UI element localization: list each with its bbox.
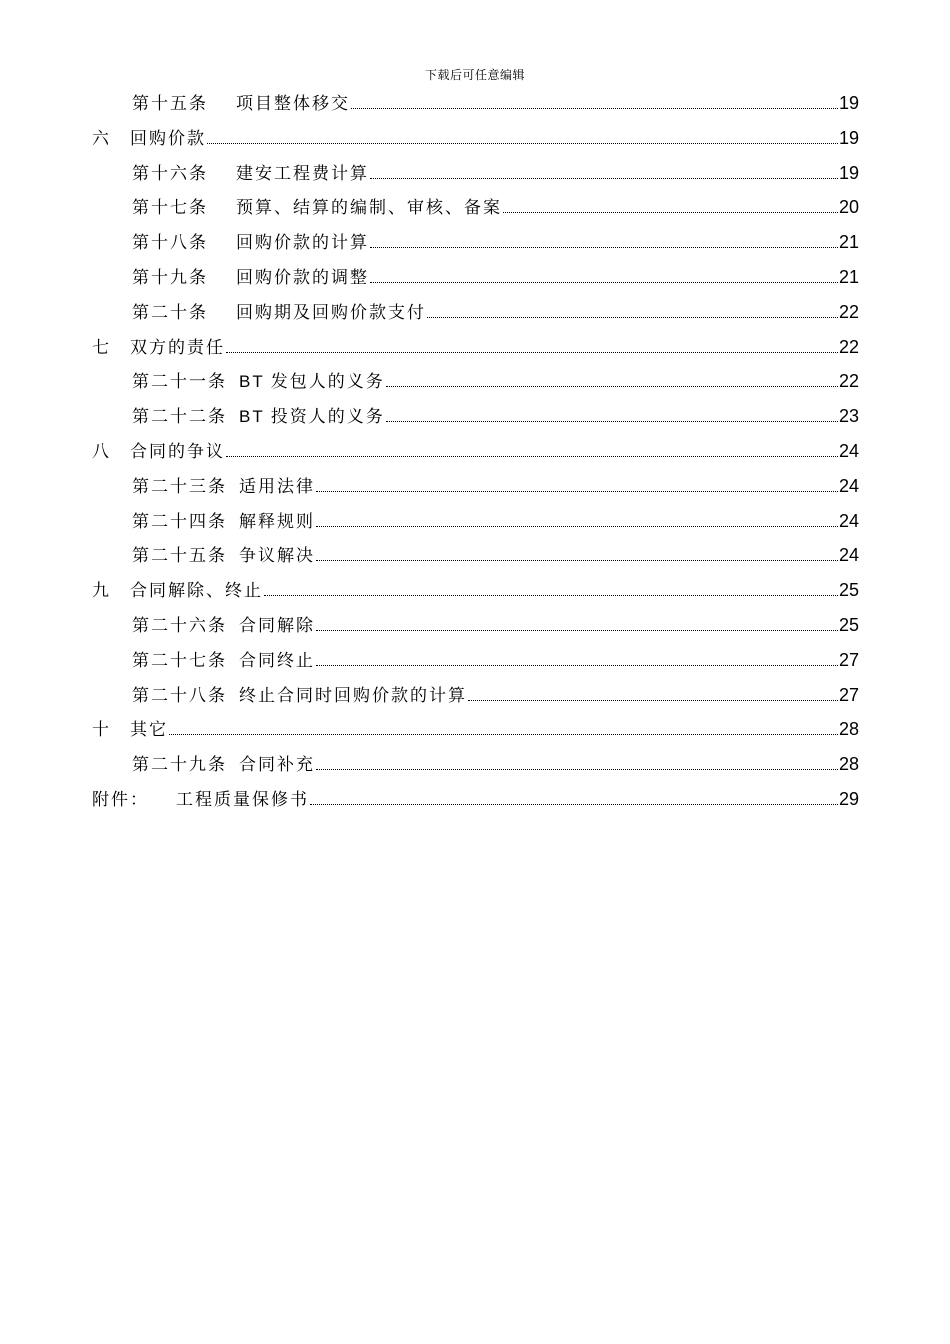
toc-entry-attachment[interactable] <box>92 785 859 820</box>
toc-entry-number: 第二十六条 <box>132 615 227 636</box>
toc-leader-dots <box>427 316 838 318</box>
toc-entry-number: 第十七条 <box>132 198 208 219</box>
toc-entry-article-21[interactable] <box>92 367 859 402</box>
toc-entry-number: 第二十五条 <box>132 546 227 567</box>
toc-entry-title: 合同解除、终止 <box>130 581 263 602</box>
toc-entry-page: 21 <box>838 232 859 253</box>
toc-entry-number: 第二十二条 <box>132 407 227 428</box>
toc-entry-page: 20 <box>838 197 859 218</box>
toc-entry-title: 其它 <box>130 720 168 741</box>
toc-entry-title: 工程质量保修书 <box>176 789 309 810</box>
toc-entry-title: 终止合同时回购价款的计算 <box>239 685 467 706</box>
toc-entry-chapter-6[interactable] <box>92 124 859 159</box>
toc-leader-dots <box>386 420 838 422</box>
toc-entry-number: 六 <box>92 128 111 149</box>
toc-leader-dots <box>503 211 838 213</box>
toc-entry-page: 22 <box>838 301 859 322</box>
toc-entry-title: 解释规则 <box>239 511 315 532</box>
toc-entry-page: 19 <box>838 127 859 148</box>
toc-entry-article-27[interactable] <box>92 646 859 681</box>
toc-leader-dots <box>264 594 838 596</box>
toc-entry-title: 争议解决 <box>239 546 315 567</box>
toc-entry-title: 合同的争议 <box>130 441 225 462</box>
toc-entry-title: 合同解除 <box>239 615 315 636</box>
toc-entry-chapter-8[interactable] <box>92 437 859 472</box>
toc-leader-dots <box>370 177 838 179</box>
toc-entry-number: 第二十八条 <box>132 685 227 706</box>
toc-entry-page: 25 <box>838 614 859 635</box>
toc-entry-number: 七 <box>92 337 111 358</box>
toc-entry-article-29[interactable] <box>92 750 859 785</box>
toc-entry-number: 第十六条 <box>132 163 208 184</box>
toc-leader-dots <box>386 385 838 387</box>
toc-entry-page: 27 <box>838 684 859 705</box>
toc-entry-page: 24 <box>838 440 859 461</box>
toc-entry-chapter-7[interactable] <box>92 333 859 368</box>
toc-entry-page: 24 <box>838 510 859 531</box>
toc-entry-title: 发包人的义务 <box>270 372 385 393</box>
toc-entry-page: 29 <box>838 788 859 809</box>
toc-entry-number: 第十九条 <box>132 267 208 288</box>
toc-entry-page: 23 <box>838 406 859 427</box>
toc-entry-number: 第二十七条 <box>132 650 227 671</box>
toc-leader-dots <box>316 559 838 561</box>
page-header: 下载后可任意编辑 <box>424 68 525 82</box>
toc-leader-dots <box>316 525 838 527</box>
toc-leader-dots <box>351 107 838 109</box>
toc-leader-dots <box>310 803 838 805</box>
toc-entry-title-latin: BT <box>239 372 265 392</box>
toc-entry-title: 合同终止 <box>239 650 315 671</box>
toc-leader-dots <box>226 455 838 457</box>
toc-entry-article-19[interactable] <box>92 263 859 298</box>
toc-entry-page: 28 <box>838 754 859 775</box>
toc-entry-number: 第二十条 <box>132 302 208 323</box>
toc-leader-dots <box>316 664 838 666</box>
toc-entry-title: 投资人的义务 <box>270 407 385 428</box>
toc-entry-page: 28 <box>838 719 859 740</box>
toc-leader-dots <box>207 142 838 144</box>
toc-entry-title: 预算、结算的编制、审核、备案 <box>236 198 502 219</box>
toc-entry-title: 回购价款的调整 <box>236 267 369 288</box>
toc-entry-chapter-10[interactable] <box>92 715 859 750</box>
toc-entry-number: 附件： <box>92 789 149 810</box>
toc-entry-article-17[interactable] <box>92 193 859 228</box>
toc-entry-article-23[interactable] <box>92 472 859 507</box>
toc-entry-number: 十 <box>92 720 111 741</box>
toc-leader-dots <box>316 490 838 492</box>
toc-leader-dots <box>370 281 838 283</box>
toc-leader-dots <box>169 733 838 735</box>
toc-entry-article-28[interactable] <box>92 681 859 716</box>
toc-leader-dots <box>316 629 838 631</box>
toc-leader-dots <box>226 351 838 353</box>
toc-entry-article-25[interactable] <box>92 541 859 576</box>
toc-entry-number: 第二十三条 <box>132 476 227 497</box>
toc-entry-title: 项目整体移交 <box>236 94 350 114</box>
toc-entry-title: 回购价款 <box>130 128 206 149</box>
toc-entry-article-24[interactable] <box>92 507 859 542</box>
toc-entry-title: 合同补充 <box>239 755 315 776</box>
toc-entry-page: 22 <box>838 371 859 392</box>
toc-entry-chapter-9[interactable] <box>92 576 859 611</box>
toc-entry-page: 19 <box>838 162 859 183</box>
toc-entry-title-latin: BT <box>239 407 265 427</box>
toc-entry-number: 第十八条 <box>132 233 208 254</box>
toc-entry-page: 19 <box>838 93 859 113</box>
toc-entry-page: 25 <box>838 580 859 601</box>
toc-leader-dots <box>370 246 838 248</box>
toc-entry-number: 第十五条 <box>132 94 208 114</box>
toc-entry-page: 27 <box>838 649 859 670</box>
toc-entry-number: 九 <box>92 581 111 602</box>
toc-entry-page: 24 <box>838 475 859 496</box>
toc-entry-article-18[interactable] <box>92 228 859 263</box>
toc-entry-article-26[interactable] <box>92 611 859 646</box>
toc-entry-page: 21 <box>838 266 859 287</box>
toc-entry-number: 第二十四条 <box>132 511 227 532</box>
toc-leader-dots <box>468 699 838 701</box>
toc-entry-title: 回购期及回购价款支付 <box>236 302 426 323</box>
toc-entry-number: 第二十九条 <box>132 755 227 776</box>
toc-entry-article-16[interactable] <box>92 159 859 194</box>
toc-entry-article-22[interactable] <box>92 402 859 437</box>
toc-entry-article-20[interactable] <box>92 298 859 333</box>
table-of-contents <box>92 89 859 820</box>
toc-entry-number: 八 <box>92 441 111 462</box>
toc-entry-number: 第二十一条 <box>132 372 227 393</box>
toc-leader-dots <box>316 768 838 770</box>
toc-entry-page: 24 <box>838 545 859 566</box>
toc-entry-title: 双方的责任 <box>130 337 225 358</box>
toc-entry-title: 建安工程费计算 <box>236 163 369 184</box>
toc-entry-article-15[interactable] <box>92 89 859 124</box>
toc-entry-title: 回购价款的计算 <box>236 233 369 254</box>
toc-entry-page: 22 <box>838 336 859 357</box>
toc-entry-title: 适用法律 <box>239 476 315 497</box>
